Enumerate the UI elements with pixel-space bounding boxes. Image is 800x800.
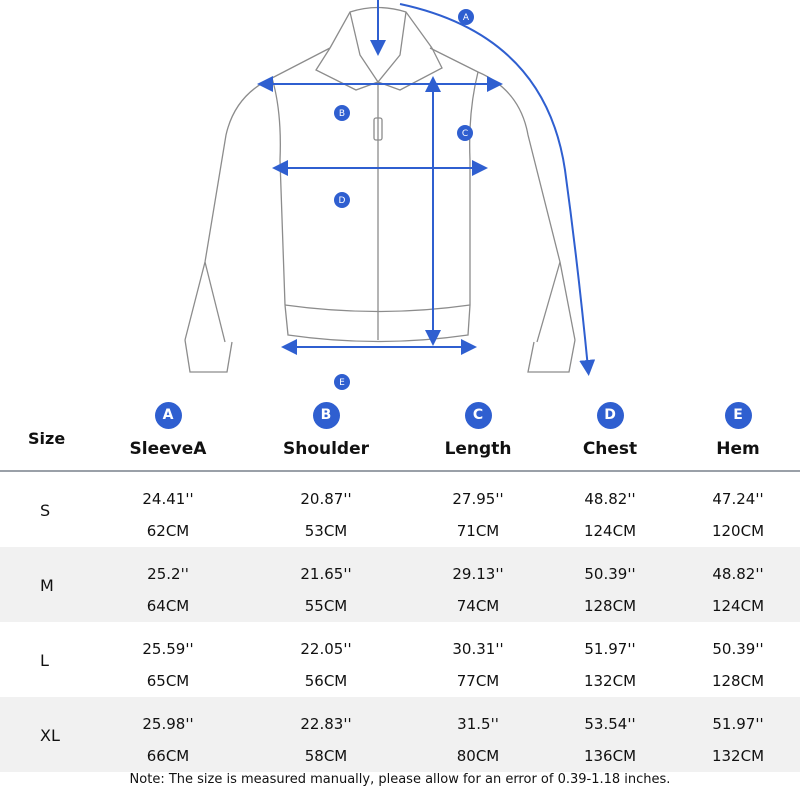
column-header-shoulder [246,402,406,459]
column-name: Shoulder [282,439,370,459]
cell-cm: 66CM [146,747,190,765]
cell-cm: 132CM [583,672,637,690]
table-header [0,396,800,468]
cell-cm: 80CM [456,747,500,765]
cell-cm: 65CM [146,672,190,690]
size-header: Size [28,429,66,448]
marker-b [334,105,350,121]
cell-cm: 53CM [304,522,348,540]
cell-inches: 22.05'' [300,640,352,658]
cell-inches: 48.82'' [712,565,764,583]
row-size: M [40,576,54,595]
column-badge: C [465,402,492,429]
cell-inches: 20.87'' [300,490,352,508]
cell-cm: 71CM [456,522,500,540]
cell-inches: 22.83'' [300,715,352,733]
cell-cm: 56CM [304,672,348,690]
column-name: Hem [716,439,760,459]
row-size: XL [40,726,60,745]
cell-cm: 132CM [711,747,765,765]
column-name: Chest [582,439,638,459]
cell-inches: 51.97'' [584,640,636,658]
cell-inches: 25.59'' [142,640,194,658]
cell-cm: 77CM [456,672,500,690]
measurement-note: Note: The size is measured manually, please allow for an error of 0.39-1.18 inches. [129,772,671,787]
table-row [0,547,800,622]
cell-cm: 124CM [711,597,765,615]
marker-a [458,9,474,25]
cell-inches: 50.39'' [584,565,636,583]
column-badge: A [155,402,182,429]
cell-cm: 58CM [304,747,348,765]
cell-cm: 136CM [583,747,637,765]
cell-cm: 128CM [711,672,765,690]
cell-inches: 53.54'' [584,715,636,733]
cell-inches: 29.13'' [452,565,504,583]
column-header-hem [658,402,800,459]
svg-text:D: D [338,196,346,206]
jacket-outline [185,8,575,373]
column-name: Length [444,439,512,459]
measurement-lines [265,0,588,368]
marker-e [334,374,350,390]
row-size: S [40,501,51,520]
cell-cm: 55CM [304,597,348,615]
size-chart-table [0,396,800,765]
sleeve-arc [400,4,588,368]
marker-c [457,125,473,141]
jacket-diagram [0,0,800,395]
cell-cm: 74CM [456,597,500,615]
column-badge: B [313,402,340,429]
cell-cm: 124CM [583,522,637,540]
table-row [0,472,800,547]
row-size: L [40,651,49,670]
column-name: SleeveA [129,439,207,459]
cell-inches: 25.2'' [147,565,189,583]
cell-inches: 48.82'' [584,490,636,508]
cell-inches: 25.98'' [142,715,194,733]
svg-text:A: A [462,13,470,23]
svg-text:C: C [461,129,469,139]
cell-inches: 47.24'' [712,490,764,508]
cell-inches: 50.39'' [712,640,764,658]
column-badge: E [725,402,752,429]
cell-cm: 120CM [711,522,765,540]
cell-inches: 27.95'' [452,490,504,508]
cell-cm: 128CM [583,597,637,615]
cell-cm: 64CM [146,597,190,615]
cell-inches: 24.41'' [142,490,194,508]
cell-inches: 21.65'' [300,565,352,583]
cell-cm: 62CM [146,522,190,540]
cell-inches: 31.5'' [457,715,499,733]
table-row [0,697,800,772]
svg-text:B: B [338,109,346,119]
svg-text:E: E [339,378,345,388]
table-row [0,622,800,697]
cell-inches: 51.97'' [712,715,764,733]
column-badge: D [597,402,624,429]
column-header-sleeve [88,402,248,459]
cell-inches: 30.31'' [452,640,504,658]
marker-d [334,192,350,208]
